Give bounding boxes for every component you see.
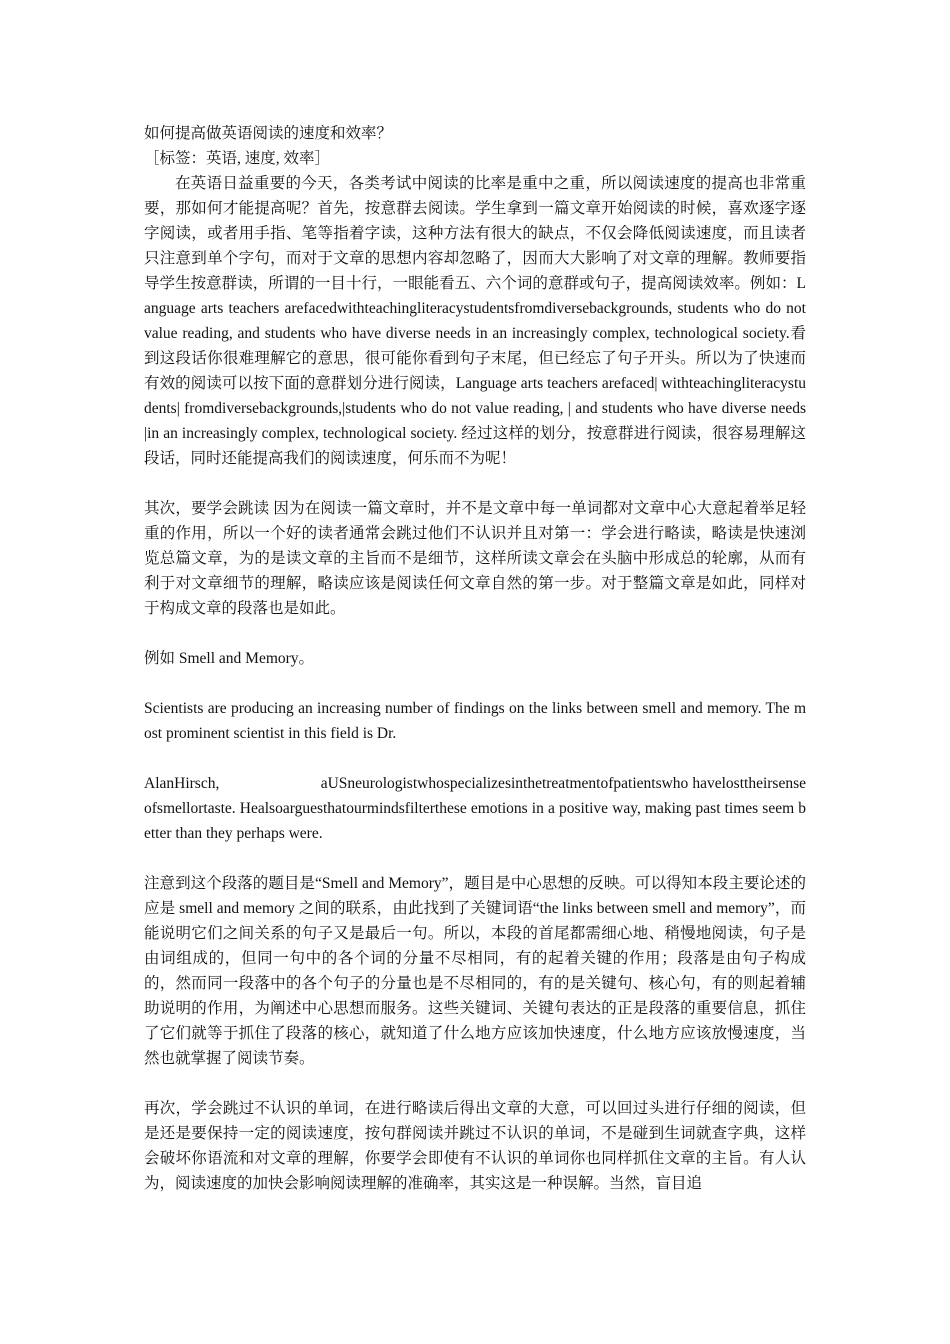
paragraph-gap	[144, 671, 806, 696]
paragraph-gap	[144, 1071, 806, 1096]
document-title: 如何提高做英语阅读的速度和效率？	[144, 125, 393, 142]
paragraph-gap	[144, 846, 806, 871]
paragraph-skimming: 其次，要学会跳读 因为在阅读一篇文章时，并不是文章中每一单词都对文章中心大意起着举足轻重的作用，所以一个好的读者通常会跳过他们不认识并且对第一：学会进行略读，略读是快速浏览总篇文章，为的是读文章的主旨而不是细节，这样所读文章会在头脑中形成总的轮廓，从而有利于对文章细节的理解，略读应该是阅读任何文章自然的第一步。对于整篇文章是如此，同样对于构成文章的段落也是如此。	[144, 500, 806, 617]
document-tags: ［标签：英语, 速度, 效率］	[144, 150, 331, 167]
paragraph-unknown-words: 再次，学会跳过不认识的单词，在进行略读后得出文章的大意，可以回过头进行仔细的阅读，但是还是要保持一定的阅读速度，按句群阅读并跳过不认识的单词，不是碰到生词就查字典，这样会破坏你语流和对文章的理解，你要学会即使有不认识的单词你也同样抓住文章的主旨。有人认为，阅读速度的加快会影响阅读理解的准确率，其实这是一种误解。当然，盲目追	[144, 1100, 806, 1192]
paragraph-intro: 在英语日益重要的今天，各类考试中阅读的比率是重中之重，所以阅读速度的提高也非常重要，那如何才能提高呢？首先，按意群去阅读。学生拿到一篇文章开始阅读的时候，喜欢逐字逐字阅读，或者用手指、笔等指着字读，这种方法有很大的缺点，不仅会降低阅读速度，而且读者只注意到单个字句，而对于文章的思想内容却忽略了，因而大大影响了对文章的理解。教师要指导学生按意群读，所谓的一目十行，一眼能看五、六个词的意群或句子，提高阅读效率。例如：Language arts teachers arefacedwithteachingliteracystudentsfromdiversebackgrounds, students who do not value reading, and students who have diverse needs in an increasingly complex, technological society.看到这段话你很难理解它的意思，很可能你看到句子末尾，但已经忘了句子开头。所以为了快速而有效的阅读可以按下面的意群划分进行阅读，Language arts teachers arefaced| withteachingliteracystudents| fromdiversebackgrounds,|students who do not value reading, | and students who have diverse needs |in an increasingly complex, technological society. 经过这样的划分，按意群进行阅读，很容易理解这段话，同时还能提高我们的阅读速度，何乐而不为呢！	[144, 175, 806, 467]
paragraph-gap	[144, 471, 806, 496]
document-body	[144, 121, 806, 1196]
paragraph-gap	[144, 621, 806, 646]
paragraph-analysis: 注意到这个段落的题目是“Smell and Memory”，题目是中心思想的反映。可以得知本段主要论述的应是 smell and memory 之间的联系，由此找到了关键词语“the links between smell and memory”，而能说明它们之间关系的句子又是最后一句。所以，本段的首尾都需细心地、稍慢地阅读，句子是由词组成的，但同一句中的各个词的分量不尽相同，有的起着关键的作用；段落是由句子构成的，然而同一段落中的各个句子的分量也是不尽相同的，有的是关键句、核心句，有的则起着辅助说明的作用，为阐述中心思想而服务。这些关键词、关键句表达的正是段落的重要信息，抓住了它们就等于抓住了段落的核心，就知道了什么地方应该加快速度，什么地方应该放慢速度，当然也就掌握了阅读节奏。	[144, 875, 806, 1067]
paragraph-example-english-2: AlanHirsch, aUSneurologistwhospecializesinthetreatmentofpatientswho havelosttheirsenseofsmellortaste. Healsoarguesthatourmindsfilterthese emotions in a positive way, making past times seem better than they perhaps were.	[144, 775, 806, 842]
paragraph-example-english-1: Scientists are producing an increasing number of findings on the links between smell and memory. The most prominent scientist in this field is Dr.	[144, 700, 806, 742]
paragraph-example-heading: 例如 Smell and Memory。	[144, 650, 315, 667]
paragraph-gap	[144, 746, 806, 771]
